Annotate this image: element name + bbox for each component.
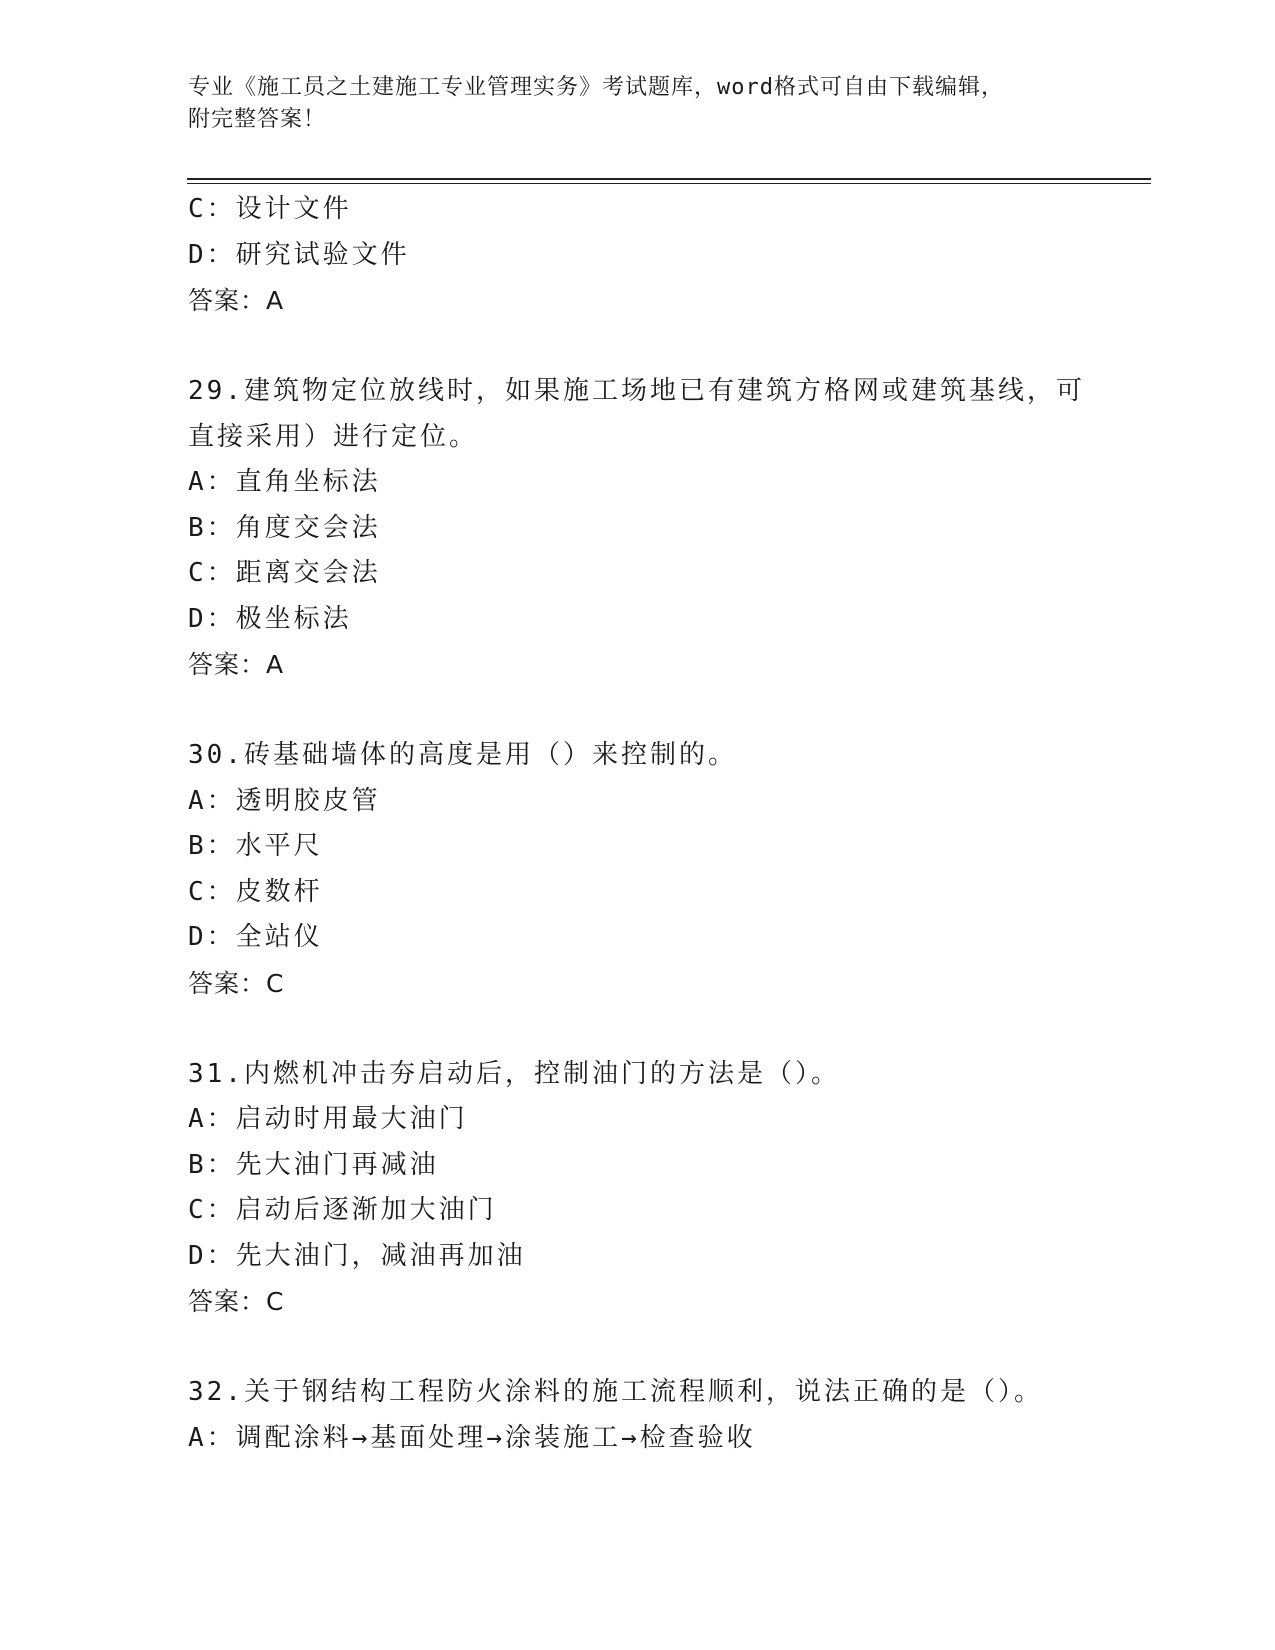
spacer	[188, 324, 1108, 370]
option-b: B：先大油门再减油	[188, 1149, 439, 1180]
header-divider-thick	[187, 178, 1151, 180]
answer-line: 答案：C	[188, 1287, 285, 1316]
question-30	[188, 733, 1108, 1006]
option-b: B：水平尺	[188, 831, 323, 861]
question-stem-continued: 直接采用）进行定位。	[188, 421, 479, 452]
answer-line: 答案：C	[188, 968, 285, 998]
question-stem: 30.砖基础墙体的高度是用（）来控制的。	[188, 740, 737, 770]
option-d: D：极坐标法	[188, 603, 352, 634]
option-c: C：皮数杆	[188, 876, 323, 907]
option-a: A：透明胶皮管	[188, 785, 381, 816]
question-31	[188, 1052, 1108, 1325]
option-a: A：启动时用最大油门	[188, 1104, 468, 1134]
option-c: C：启动后逐渐加大油门	[188, 1195, 497, 1225]
question-list	[188, 187, 1108, 1461]
option-a: A：调配涂料→基面处理→涂装施工→检查验收	[188, 1422, 756, 1453]
option-d: D：研究试验文件	[188, 239, 410, 270]
option-c: C：距离交会法	[188, 558, 381, 588]
header-title-line-2: 附完整答案！	[188, 107, 327, 132]
answer-line: 答案：A	[188, 650, 285, 679]
question-32	[188, 1370, 1108, 1461]
spacer	[188, 1006, 1108, 1052]
document-header	[188, 72, 1108, 136]
option-b: B：角度交会法	[188, 512, 381, 543]
option-d: D：先大油门，减油再加油	[188, 1240, 526, 1271]
spacer	[188, 1325, 1108, 1371]
question-stem: 32.关于钢结构工程防火涂料的施工流程顺利，说法正确的是（）。	[188, 1377, 1043, 1407]
question-stem: 29.建筑物定位放线时，如果施工场地已有建筑方格网或建筑基线，可	[188, 376, 1085, 406]
question-29	[188, 369, 1108, 688]
answer-line: 答案：A	[188, 286, 285, 315]
question-stem: 31.内燃机冲击夯启动后，控制油门的方法是（）。	[188, 1058, 840, 1089]
option-a: A：直角坐标法	[188, 467, 381, 497]
header-divider-thin	[187, 183, 1151, 184]
option-c: C：设计文件	[188, 194, 352, 224]
option-d: D：全站仪	[188, 922, 323, 952]
question-28-partial	[188, 187, 1108, 324]
header-title-line-1: 专业《施工员之土建施工专业管理实务》考试题库，word格式可自由下载编辑，	[188, 75, 1004, 100]
spacer	[188, 688, 1108, 734]
